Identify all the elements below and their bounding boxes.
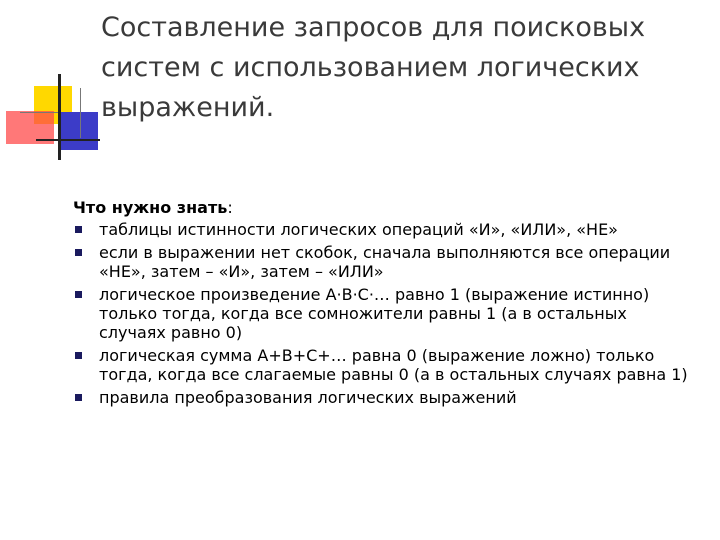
- list-item: [73, 346, 693, 384]
- square-bullet-icon: [75, 249, 82, 256]
- heading-bold: Что нужно знать: [73, 198, 228, 217]
- content-heading: [73, 198, 693, 217]
- thin-line-horizontal: [20, 112, 60, 113]
- blue-square: [58, 112, 98, 150]
- list-item: [73, 285, 693, 342]
- slide-content: [73, 198, 693, 411]
- list-item-text: логическое произведение A·B·C·… равно 1 (выражение истинно) только тогда, когда все сомножители равны 1 (а в остальных случаях равно 0): [99, 285, 650, 342]
- list-item-text: таблицы истинности логических операций «И», «ИЛИ», «НЕ»: [99, 220, 618, 239]
- list-item-text: правила преобразования логических выражений: [99, 388, 517, 407]
- list-item-text: логическая сумма A+B+C+… равна 0 (выражение ложно) только тогда, когда все слагаемые равны 0 (а в остальных случаях равна 1): [99, 346, 688, 384]
- square-bullet-icon: [75, 291, 82, 298]
- thin-line-vertical: [80, 88, 81, 138]
- square-bullet-icon: [75, 352, 82, 359]
- square-bullet-icon: [75, 226, 82, 233]
- slide-title: Составление запросов для поисковых систем с использованием логических выражений.: [101, 12, 646, 123]
- list-item: [73, 388, 693, 407]
- decorative-logo: [0, 0, 100, 170]
- list-item: [73, 243, 693, 281]
- square-bullet-icon: [75, 394, 82, 401]
- list-item: [73, 220, 693, 239]
- bullet-list: [73, 220, 693, 407]
- list-item-text: если в выражении нет скобок, сначала выполняются все операции «НЕ», затем – «И», затем – «ИЛИ»: [99, 243, 671, 281]
- heading-colon: :: [227, 198, 233, 217]
- line-vertical: [58, 74, 61, 160]
- line-horizontal: [36, 139, 100, 141]
